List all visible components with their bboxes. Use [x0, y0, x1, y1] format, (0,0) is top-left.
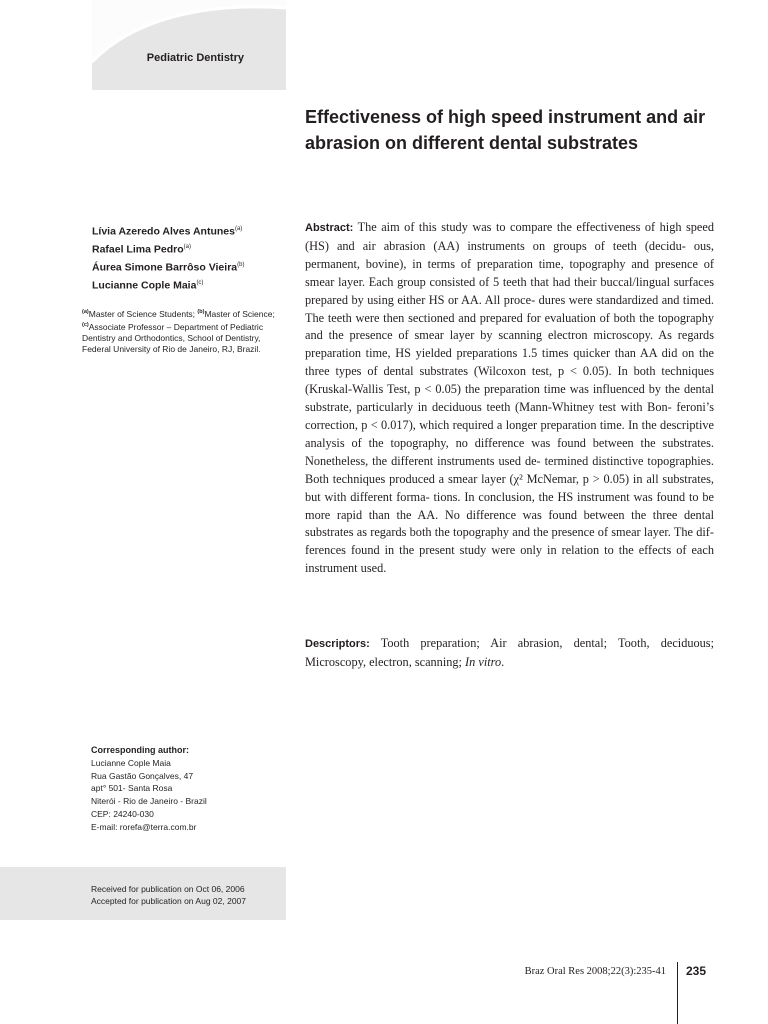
- page-number: 235: [686, 964, 707, 978]
- abstract: [305, 219, 714, 578]
- descriptors-text: Tooth preparation; Air abrasion, dental; Tooth, deciduous; Microscopy, electron, scanning;: [305, 636, 714, 669]
- footer-divider: [677, 962, 678, 1024]
- author-list: [92, 222, 292, 294]
- address-line: Niterói - Rio de Janeiro - Brazil: [91, 796, 207, 807]
- section-tab: [92, 0, 286, 90]
- section-label: Pediatric Dentistry: [146, 52, 244, 64]
- decorative-curve: [92, 0, 286, 90]
- accepted-date: Accepted for publication on Aug 02, 2007: [91, 896, 247, 906]
- email-line: E-mail: rorefa@terra.com.br: [91, 821, 197, 832]
- affiliation-mark: (c): [196, 280, 204, 287]
- descriptors-italic: In vitro: [465, 654, 502, 669]
- corresponding-author: Corresponding author: Lucianne Cople Maia Rua Gastão Gonçalves, 47 apt° 501- Santa Rosa Niterói - Rio de Janeiro - Brazil CEP: 24240-030 E-mail: rorefa@terra.com.br: [91, 744, 291, 834]
- abstract-text: The aim of this study was to compare the effectiveness of high speed (HS) and air abrasion (AA) instruments on groups of teeth (decidu- ous, permanent, bovine), in terms of preparation time, topography and presence of smear layer. Each group consisted of 5 teeth that had their buccal/lingual surfaces prepared by using either HS or AA. All proce- dures were standardized and timed. The teeth were then sectioned and prepared for evaluation of both the topography and the presence of smear layer by scanning electron microscopy. As regards preparation time, HS yielded preparations 1.5 times quicker than AA did on the three types of dental substrates (Wilcoxon test, p < 0.05). In both techniques (Kruskal-Wallis Test, p < 0.05) the preparation time was influenced by the dental substrate, particularly in deciduous teeth (Mann-Whitney test with Bon- feroni’s correction, p < 0.017), which required a longer preparation time. In the descriptive analysis of the topography, no difference was found between the substrates. Nonetheless, the different instruments used de- termined distinctive topographies. Both techniques produced a smear layer (χ² McNemar, p > 0.05) in all substrates, but with different forma- tions. In conclusion, the HS instrument was found to be more rapid than the AA. No difference was found between the three dental substrates as regards both the topography and the presence of smear layer. The dif- ferences found in the present study were only in relation to the effects of each instrument used.: [305, 220, 714, 576]
- descriptors: Descriptors: Tooth preparation; Air abrasion, dental; Tooth, deciduous; Microscopy, electron, scanning; In vitro.: [305, 636, 714, 669]
- affiliation-mark: (a): [234, 226, 243, 232]
- author: Lucianne Cople Maia$^{(c)}$: [92, 279, 204, 292]
- address-line: Lucianne Cople Maia: [91, 757, 171, 768]
- journal-citation: Braz Oral Res 2008;22(3):235-41: [524, 966, 666, 977]
- author: Áurea Simone Barrôso Vieira$^{(b)}$: [92, 261, 245, 274]
- author: Lívia Azeredo Alves Antunes$^{(a)}$: [92, 225, 243, 238]
- affiliation-mark: (a): [183, 244, 191, 251]
- corresponding-label: Corresponding author: [91, 745, 186, 755]
- affiliations: $^{(a)}$Master of Science Students; $^{(b)}$Master of Science; $^{(c)}$Associate Professor – Department of Pediatric Dentistry and Orthodontics, School of Dentistry, Federal University of Rio de Janeiro, RJ, Brazil.: [82, 308, 275, 355]
- publication-dates-box: [0, 867, 286, 920]
- address-line: apt° 501- Santa Rosa: [91, 783, 173, 794]
- publication-dates: [91, 883, 246, 907]
- received-date: Received for publication on Oct 06, 2006: [91, 884, 245, 894]
- author: Rafael Lima Pedro$^{(a)}$: [92, 243, 191, 256]
- article-title: Effectiveness of high speed instrument and air abrasion on different dental substrates: [305, 107, 706, 153]
- affiliation-mark: (b): [237, 262, 245, 269]
- address-line: Rua Gastão Gonçalves, 47: [91, 770, 194, 781]
- abstract-label: Abstract:: [305, 222, 354, 234]
- descriptors-label: Descriptors:: [305, 638, 370, 650]
- address-line: CEP: 24240-030: [91, 808, 154, 819]
